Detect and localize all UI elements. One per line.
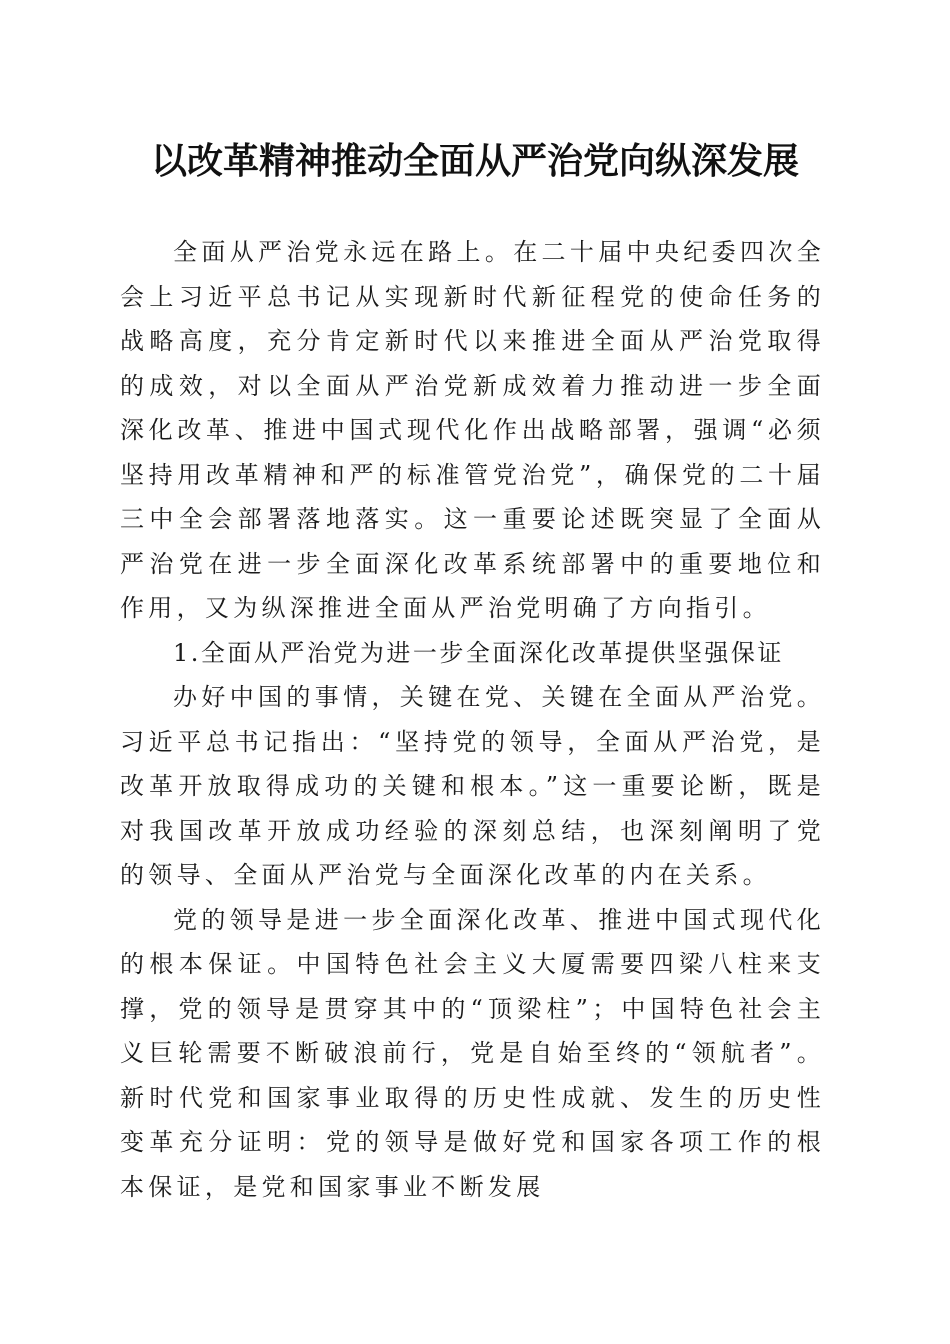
document-title: 以改革精神推动全面从严治党向纵深发展 xyxy=(150,140,799,182)
document-body xyxy=(120,230,825,1209)
paragraph-intro: 全面从严治党永远在路上。在二十届中央纪委四次全会上习近平总书记从实现新时代新征程党的使命任务的战略高度，充分肯定新时代以来推进全面从严治党取得的成效，对以全面从严治党新成效着力推动进一步全面深化改革、推进中国式现代化作出战略部署，强调“必须坚持用改革精神和严的标准管党治党”，确保党的二十届三中全会部署落地落实。这一重要论述既突显了全面从严治党在进一步全面深化改革系统部署中的重要地位和作用，又为纵深推进全面从严治党明确了方向指引。 xyxy=(120,238,825,622)
paragraph-party-leadership: 党的领导是进一步全面深化改革、推进中国式现代化的根本保证。中国特色社会主义大厦需要四梁八柱来支撑，党的领导是贯穿其中的“顶梁柱”；中国特色社会主义巨轮需要不断破浪前行，党是自始至终的“领航者”。新时代党和国家事业取得的历史性成就、发生的历史性变革充分证明：党的领导是做好党和国家各项工作的根本保证，是党和国家事业不断发展 xyxy=(120,905,825,1201)
section-heading-1: 1.全面从严治党为进一步全面深化改革提供坚强保证 xyxy=(173,638,784,667)
paragraph-key-party: 办好中国的事情，关键在党、关键在全面从严治党。习近平总书记指出：“坚持党的领导，全面从严治党，是改革开放取得成功的关键和根本。”这一重要论断，既是对我国改革开放成功经验的深刻总结，也深刻阐明了党的领导、全面从严治党与全面深化改革的内在关系。 xyxy=(120,683,825,889)
